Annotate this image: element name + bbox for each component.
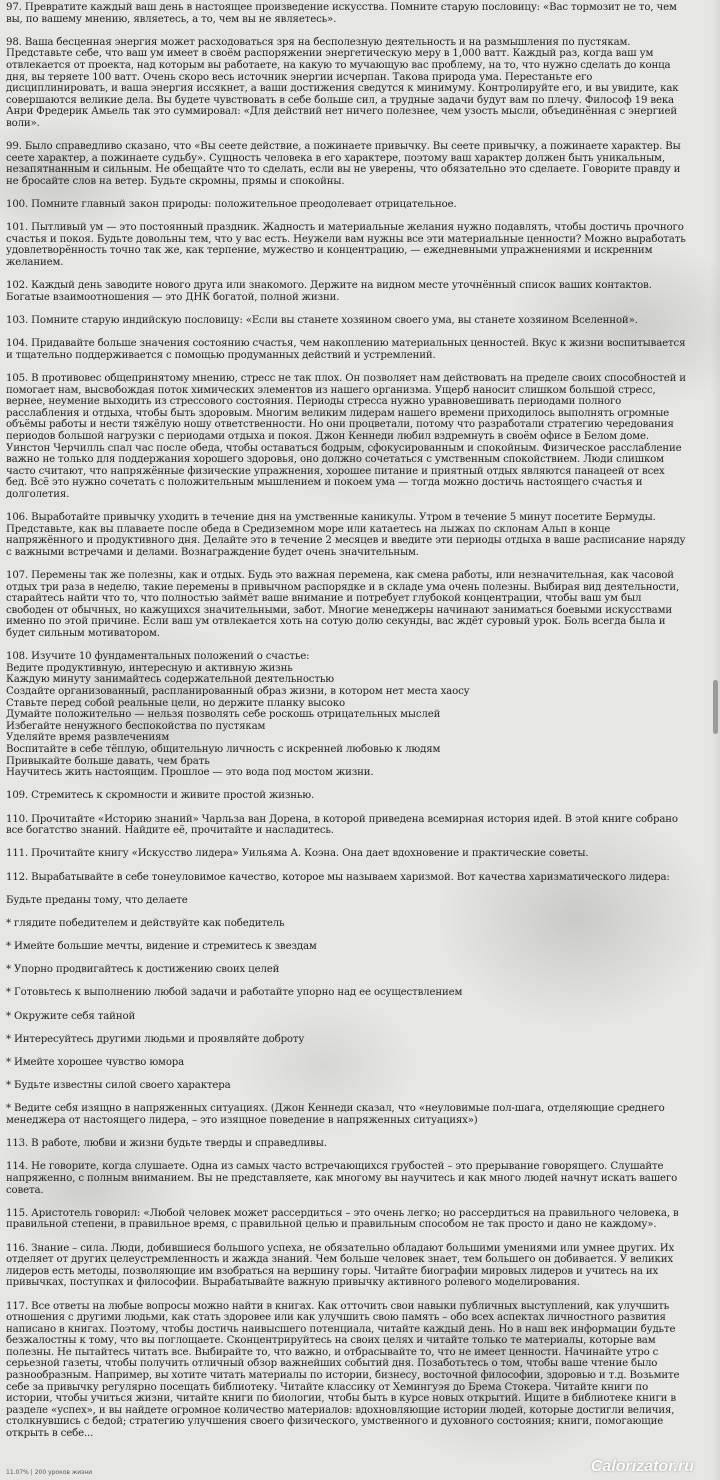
list-item: Будьте преданы тому, что делаете [6,894,188,906]
list-item: * Ведите себя изящно в напряженных ситуациях. (Джон Кеннеди сказал, что «неуловимые пол-шага, отделяющие среднего менеджера от настоящего лидера, – это изящное поведение в напряженных ситуациях») [6,1103,665,1126]
paragraph-114: 114. Не говорите, когда слушаете. Одна из самых часто встречающихся грубостей – это прерывание говорящего. Слушайте напряженно, с полным вниманием. Вы не представляете, как многому вы научитесь и как много людей начнут искать вашего совета. [6,1161,678,1196]
list-item: Каждую минуту занимайтесь содержательной деятельностью [6,674,334,686]
reader-content [6,2,686,1451]
reading-progress-text: 11.07% | 200 уроков жизни [6,1469,93,1476]
paragraph-110: 110. Прочитайте «Историю знаний» Чарльза ван Дорена, в которой приведена всемирная история идей. В этой книге собрано все богатство знаний. Найдите её, прочитайте и насладитесь. [6,813,678,837]
paragraph-104: 104. Придавайте больше значения состоянию счастья, чем накоплению материальных ценностей. Вкус к жизни воспитывается и тщательно поддерживается с помощью продуманных действий и устремлений. [6,338,686,361]
paragraph-98: 98. Ваша бесценная энергия может расходоваться зря на бесполезную деятельность и на размышления по пустякам. Представьте себе, что ваш ум имеет в своём распоряжении энергетическую меру в 1,000 ватт. Каждый раз, когда ваш ум отвлекается от проекта, над которым вы работаете, на какую то мучающую вас проблему, на то, что нужно сделать до конца дня, вы теряете 100 ватт. Очень скоро весь источник энергии исчерпан. Такова природа ума. Перестаньте его дисциплинировать, и ваша энергия иссякнет, а ваши достижения сведутся к минимуму. Контролируйте его, и вы увидите, как совершаются великие дела. Вы будете чувствовать в себе больше сил, а трудные задачи будут вам по плечу. Философ 19 века Анри Фредерик Амьель так это суммировал: «Для действий нет ничего полезнее, чем узость мысли, объединённая с энергией воли». [6,36,679,129]
list-item: * Окружите себя тайной [6,1010,136,1022]
list-item: * Интересуйтесь другими людьми и проявляйте доброту [6,1033,305,1045]
list-item: Ведите продуктивную, интересную и активную жизнь [6,662,293,674]
paragraph-108 [6,651,686,779]
list-item: 108. Изучите 10 фундаментальных положений о счастье: [6,651,310,663]
paragraph-115: 115. Аристотель говорил: «Любой человек может рассердиться – это очень легко; но рассердиться на правильного человека, в правильной степени, в правильное время, с правильной целью и правильным способом не так просто и дано не каждому». [6,1207,679,1231]
list-item: Воспитайте в себе тёплую, общительную личность с искренней любовью к людям [6,744,441,755]
scrollbar-thumb[interactable] [713,680,718,734]
scrollbar[interactable] [710,0,720,1480]
paragraph-117: 117. Все ответы на любые вопросы можно найти в книгах. Как отточить свои навыки публичных выступлений, как улучшить отношения с другими людьми, как стать здоровее или как улучшить свою память – обо всех аспектах личностного развития написано в книгах. Поэтому, чтобы достичь наивысшего потенциала, читайте каждый день. Но в наш век информации будьте безжалостны к тому, что вы поглощаете. Сконцентрируйтесь на своих целях и читайте только те материалы, которые вам полезны. Не пытайтесь читать все. Выбирайте то, что важно, и отбрасывайте то, что не имеет ценности. Начинайте утро с серьезной газеты, чтобы получить отличный обзор важнейших событий дня. Позаботьтесь о том, чтобы ваше чтение было разнообразным. Например, вы хотите читать материалы по истории, бизнесу, восточной философии, здоровью и т.д. Возьмите себе за привычку регулярно посещать библиотеку. Читайте классику от Хемингуэя до Брема Стокера. Читайте книги по истории, чтобы учиться жизни, читайте книги по биологии, чтобы быть в курсе новых открытий. Ищите в библиотеке книги в разделе «успех», и вы найдете огромное количество материалов: вдохновляющие истории людей, которые достигли величия, столкнувшись с бедой; стратегию улучшения своего физического, умственного и духовного состояния; книги, помогающие открыть в себе... [6,1300,680,1440]
list-item: Привыкайте больше давать, чем брать [6,755,210,767]
list-item: Думайте положительно — нельзя позволять себе роскошь отрицательных мыслей [6,709,441,721]
paragraph-103: 103. Помните старую индийскую пословицу: «Если вы станете хозяином своего ума, вы станете хозяином Вселенной». [6,315,638,327]
watermark-logo: Calorizator.ru [590,1458,694,1475]
paragraph-102: 102. Каждый день заводите нового друга или знакомого. Держите на видном месте уточнённый список ваших контактов. Богатые взаимоотношения — это ДНК богатой, полной жизни. [6,280,652,303]
paragraph-99: 99. Было справедливо сказано, что «Вы сеете действие, а пожинаете привычку. Вы сеете привычку, а пожинаете характер. Вы сеете характер, а пожинаете судьбу». Сущность человека в его характере, поэтому ваш характер должен быть уникальным, незапятнанным и сильным. Не обещайте что то сделать, если вы не уверены, что обязательно это сделаете. Говорите правду и не бросайте слов на ветер. Будьте скромны, прямы и спокойны. [6,141,681,187]
list-item: Научитесь жить настоящим. Прошлое — это вода под мостом жизни. [6,767,374,779]
paragraph-116: 116. Знание – сила. Люди, добившиеся большого успеха, не обязательно обладают большими умениями или умнее других. Их отделяет от других целеустремленность и жажда знаний. Чем больше человек знает, тем большего он добивается. У великих лидеров есть методы, позволяющие им взобраться на вершину горы. Читайте биографии мировых лидеров и учитесь на их привычках, поступках и философии. Вырабатывайте важную привычку активного ролевого моделирования. [6,1242,675,1289]
paragraph-112: 112. Вырабатывайте в себе тонеуловимое качество, которое мы называем харизмой. Вот качества харизматического лидера: [6,871,670,883]
paragraph-111: 111. Прочитайте книгу «Искусство лидера» Уильяма А. Коэна. Она дает вдохновение и практические советы. [6,848,589,860]
paragraph-105: 105. В противовес общепринятому мнению, стресс не так плох. Он позволяет нам действовать на пределе своих способностей и помогает нам, высвобождая поток химических элементов из нашего организма. Ущерб наносит слишком большой стресс, вернее, неумение выходить из стрессового состояния. Периоды стресса нужно уравновешивать периодами полного расслабления и отдыха, чтобы быть здоровым. Многим великим лидерам нашего времени приходилось выполнять огромные объёмы работы и нести тяжёлую ношу ответственности. Но они процветали, потому что разработали стратегию чередования периодов большой нагрузки с периодами отдыха и покоя. Джон Кеннеди любил вздремнуть в своём офисе в Белом доме. Уинстон Черчилль спал час после обеда, чтобы оставаться бодрым, сфокусированным и спокойным. Физическое расслабление важно не только для поддержания хорошего здоровья, оно должно сочетаться с умственным спокойствием. Люди слишком часто считают, что напряжённые физические упражнения, хорошее питание и приятный отдых являются панацеей от всех бед. Всё это нужно сочетать с положительным мышлением и покоем ума — тогда можно достичь настоящего счастья и долголетия. [6,373,686,500]
list-item: * глядите победителем и действуйте как победитель [6,917,285,929]
list-item: * Готовьтесь к выполнению любой задачи и работайте упорно над ее осуществлением [6,987,463,999]
paragraph-97: 97. Превратите каждый ваш день в настоящее произведение искусства. Помните старую пословицу: «Вас тормозит не то, чем вы, по вашему мнению, являетесь, а то, чем вы не являетесь». [6,2,677,25]
paragraph-100: 100. Помните главный закон природы: положительное преодолевает отрицательное. [6,199,457,211]
paragraph-106: 106. Выработайте привычку уходить в течение дня на умственные каникулы. Утром в течение 5 минут посетите Бермуды. Представьте, как вы плаваете после обеда в Средиземном море или катаетесь на лыжах по склонам Альп в конце напряжённого и продуктивного дня. Делайте это в течение 2 месяцев и введите эти периоды отдыха в ваше расписание наряду с важными встречами и делами. Вознаграждение будет очень значительным. [6,512,686,558]
list-item: * Имейте большие мечты, видение и стремитесь к звездам [6,941,317,953]
paragraph-113: 113. В работе, любви и жизни будьте тверды и справедливы. [6,1138,327,1150]
paragraph-109: 109. Стремитесь к скромности и живите простой жизнью. [6,790,315,802]
paragraph-107: 107. Перемены так же полезны, как и отдых. Будь это важная перемена, как смена работы, или незначительная, как часовой отдых три раза в неделю, такие перемены в привычном распорядке и в складе ума очень полезны. Выбирая вид деятельности, старайтесь найти что то, что полностью займёт ваше внимание и потребует глубокой концентрации, чтобы ваш ум был свободен от обычных, но кажущихся значительными, забот. Многие менеджеры начинают заниматься боевыми искусствами именно по этой причине. Если ваш ум отвлекается хоть на сотую долю секунды, вас ждёт суровый урок. Боль всегда была и будет сильным мотиватором. [6,570,680,640]
paragraph-101: 101. Пытливый ум — это постоянный праздник. Жадность и материальные желания нужно подавлять, чтобы достичь прочного счастья и покоя. Будьте довольны тем, что у вас есть. Неужели вам нужны все эти материальные ценности? Можно выработать удовлетворённость точно так же, как терпение, мужество и концентрацию, — ежедневными упражнениями и искренним желанием. [6,222,686,269]
list-item: * Упорно продвигайтесь к достижению своих целей [6,964,280,976]
list-item: Создайте организованный, распланированный образ жизни, в котором нет места хаосу [6,686,470,698]
list-item: Ставьте перед собой реальные цели, но держите планку высоко [6,697,345,709]
list-item: Уделяйте время развлечениям [6,732,170,744]
list-item: * Будьте известны силой своего характера [6,1080,231,1092]
list-item: * Имейте хорошее чувство юмора [6,1057,185,1069]
list-item: Избегайте ненужного беспокойства по пустякам [6,720,266,732]
